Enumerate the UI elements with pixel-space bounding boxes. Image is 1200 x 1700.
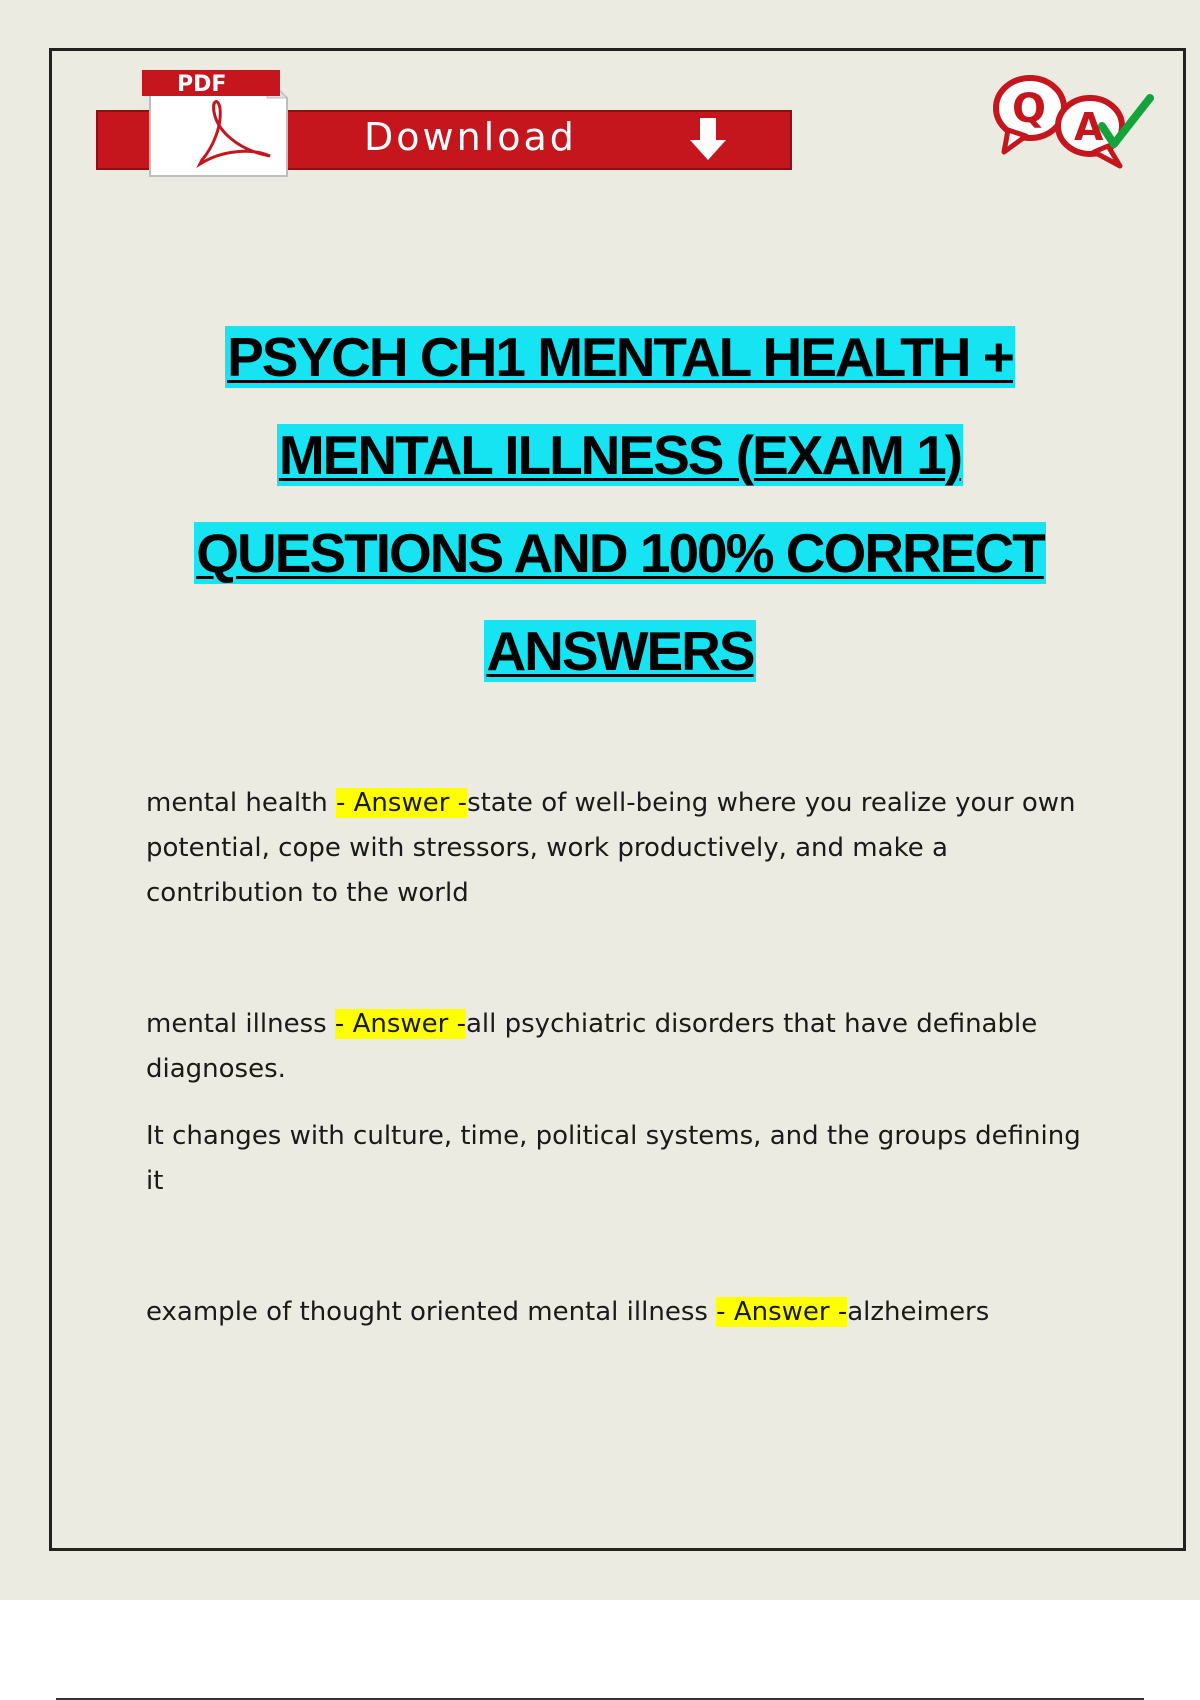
download-arrow-icon [686, 116, 730, 164]
qa-logo-q: Q [1012, 86, 1047, 132]
entry-term: mental illness [146, 1009, 335, 1039]
entry-answer: all psychiatric disorders that have definable diagnoses. [146, 1009, 1038, 1084]
title-line [90, 406, 1150, 504]
answer-marker: - Answer - [716, 1297, 848, 1327]
pdf-document-icon [142, 68, 292, 178]
title-line-text: QUESTIONS AND 100% CORRECT [196, 522, 1044, 584]
document-title [90, 308, 1150, 700]
qa-entry [146, 1290, 1096, 1335]
entry-answer: alzheimers [847, 1297, 990, 1327]
qa-entry [146, 1002, 1096, 1092]
qa-logo-a: A [1074, 105, 1104, 149]
answer-marker: - Answer - [334, 1009, 466, 1039]
answer-marker: - Answer - [336, 788, 468, 818]
title-line-text: PSYCH CH1 MENTAL HEALTH + [227, 326, 1013, 388]
entry-term: mental health [146, 788, 336, 818]
entry-answer: state of well-being where you realize your own potential, cope with stressors, work productively, and make a contribution to the world [146, 788, 1076, 908]
title-line [90, 602, 1150, 700]
download-banner[interactable] [96, 68, 796, 178]
title-line [90, 504, 1150, 602]
qa-entry [146, 781, 1096, 916]
download-label[interactable]: Download [364, 115, 577, 159]
title-line [90, 308, 1150, 406]
entry-term: example of thought oriented mental illness [146, 1297, 717, 1327]
title-line-text: ANSWERS [486, 620, 754, 682]
pdf-tag: PDF [177, 72, 227, 97]
qa-checkmark-logo [990, 70, 1160, 170]
title-line-text: MENTAL ILLNESS (EXAM 1) [278, 424, 962, 486]
entry-extra-paragraph: It changes with culture, time, political systems, and the groups defining it [146, 1121, 1081, 1196]
